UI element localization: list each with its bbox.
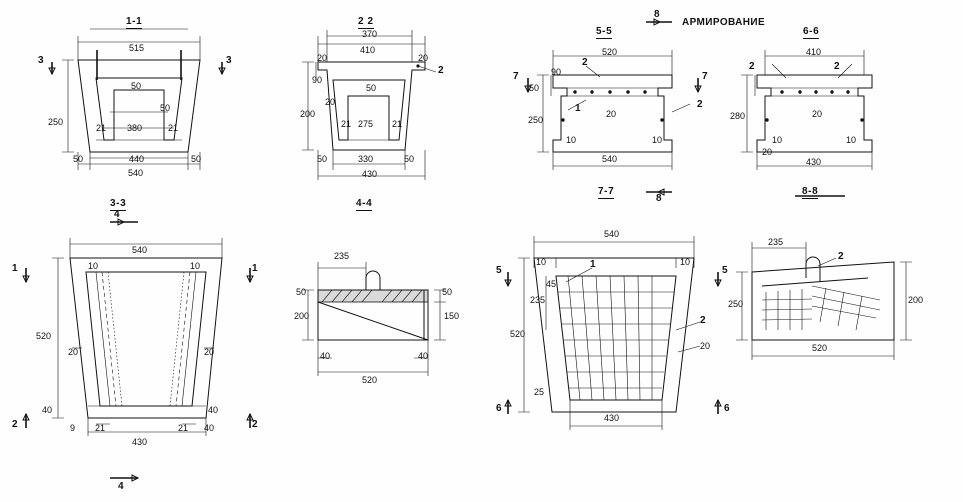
dim-label: 10 (536, 257, 547, 267)
dim-label: 21 (392, 119, 403, 129)
section-marker-6: 6 (724, 403, 730, 414)
dim-label: 21 (341, 119, 352, 129)
dim-label: 50 (317, 154, 328, 164)
dim-label: 200 (908, 295, 924, 305)
dim-label: 20 (68, 347, 79, 357)
dim-label: 430 (806, 157, 822, 167)
view-title-5-5: 5-5 (596, 26, 613, 37)
section-marker-1: 1 (252, 263, 258, 274)
dim-label: 50 (131, 81, 142, 91)
dim-label: 520 (36, 331, 52, 341)
section-marker-8: 8 (656, 193, 662, 204)
section-marker-4: 4 (114, 209, 120, 220)
rebar-mark-1: 1 (575, 103, 581, 114)
dim-label: 21 (178, 423, 189, 433)
dim-label: 200 (300, 109, 316, 119)
dim-label: 40 (320, 351, 331, 361)
dim-label: 20 (418, 53, 429, 63)
rebar-mark-2: 2 (582, 57, 588, 68)
dim-label: 20 (762, 147, 773, 157)
dim-label: 50 (191, 154, 202, 164)
dim-label: 40 (204, 423, 215, 433)
dim-label: 20 (700, 341, 711, 351)
dim-label: 520 (812, 343, 828, 353)
dim-label: 280 (730, 111, 746, 121)
dim-label: 10 (772, 135, 783, 145)
dim-label: 150 (444, 311, 460, 321)
dim-label: 410 (806, 47, 822, 57)
dim-label: 10 (566, 135, 577, 145)
rebar-mark-2: 2 (838, 251, 844, 262)
dim-label: 515 (129, 43, 145, 53)
dim-label: 235 (334, 251, 350, 261)
dim-label: 520 (602, 47, 618, 57)
dim-label: 520 (362, 375, 378, 385)
dim-label: 40 (208, 405, 219, 415)
dim-label: 50 (529, 83, 540, 93)
rebar-mark-2: 2 (697, 99, 703, 110)
dim-label: 540 (602, 154, 618, 164)
section-marker-1: 1 (12, 263, 18, 274)
dim-label: 235 (768, 237, 784, 247)
view-title-6-6: 6-6 (803, 26, 820, 37)
view-title-4-4: 4-4 (356, 198, 373, 209)
section-marker-7: 7 (513, 71, 519, 82)
dim-label: 275 (358, 119, 374, 129)
dim-label: 21 (96, 123, 107, 133)
section-marker-4: 4 (118, 481, 124, 492)
sheet-heading: АРМИРОВАНИЕ (682, 17, 766, 28)
dim-label: 380 (127, 123, 143, 133)
section-marker-7: 7 (702, 71, 708, 82)
section-marker-5: 5 (496, 265, 502, 276)
dim-label: 20 (204, 347, 215, 357)
dim-label: 40 (418, 351, 429, 361)
dim-label: 20 (812, 109, 823, 119)
view-title-2-2: 2 2 (358, 16, 374, 27)
section-marker-5: 5 (722, 265, 728, 276)
dim-label: 250 (528, 115, 544, 125)
view-title-3-3: 3-3 (110, 198, 127, 209)
dim-label: 50 (366, 83, 377, 93)
dim-label: 520 (510, 329, 526, 339)
dim-label: 370 (362, 29, 378, 39)
dim-label: 90 (551, 67, 562, 77)
dim-label: 10 (88, 261, 99, 271)
dim-label: 200 (294, 311, 310, 321)
dim-label: 21 (95, 423, 106, 433)
dim-label: 50 (404, 154, 415, 164)
view-5-5-geometry (525, 19, 701, 195)
view-title-7-7: 7-7 (598, 186, 615, 197)
section-marker-2: 2 (12, 419, 18, 430)
dim-label: 330 (358, 154, 374, 164)
dim-label: 50 (296, 287, 307, 297)
view-title-8-8: 8-8 (802, 186, 819, 197)
dim-label: 20 (325, 97, 336, 107)
dim-label: 45 (546, 279, 557, 289)
section-marker-6: 6 (496, 403, 502, 414)
rebar-mark-1: 1 (590, 259, 596, 270)
section-marker-3: 3 (38, 55, 44, 66)
section-marker-2: 2 (252, 419, 258, 430)
dim-label: 10 (680, 257, 691, 267)
dim-label: 50 (442, 287, 453, 297)
dim-label: 25 (534, 387, 545, 397)
dim-label: 235 (530, 295, 546, 305)
dim-label: 410 (360, 45, 376, 55)
rebar-mark-2: 2 (438, 65, 444, 76)
dim-label: 50 (160, 103, 171, 113)
view-6-6-geometry (741, 47, 872, 196)
rebar-mark-2: 2 (834, 61, 840, 72)
dim-label: 430 (362, 169, 378, 179)
dim-label: 9 (70, 423, 76, 433)
dim-label: 10 (846, 135, 857, 145)
dim-label: 20 (606, 109, 617, 119)
dim-label: 540 (128, 168, 144, 178)
rebar-mark-2: 2 (749, 61, 755, 72)
dim-label: 10 (652, 135, 663, 145)
dim-label: 250 (728, 299, 744, 309)
dim-label: 250 (48, 117, 64, 127)
dim-label: 90 (312, 75, 323, 85)
section-marker-8: 8 (654, 9, 660, 20)
dim-label: 20 (317, 53, 328, 63)
dim-label: 21 (168, 123, 179, 133)
rebar-mark-2: 2 (700, 315, 706, 326)
view-title-1-1: 1-1 (126, 16, 143, 27)
section-marker-3: 3 (226, 55, 232, 66)
dim-label: 540 (604, 229, 620, 239)
dim-label: 50 (73, 154, 84, 164)
dim-label: 10 (190, 261, 201, 271)
dim-label: 430 (604, 413, 620, 423)
dim-label: 40 (42, 405, 53, 415)
dim-label: 540 (132, 245, 148, 255)
dim-label: 430 (132, 437, 148, 447)
dim-label: 440 (129, 154, 145, 164)
